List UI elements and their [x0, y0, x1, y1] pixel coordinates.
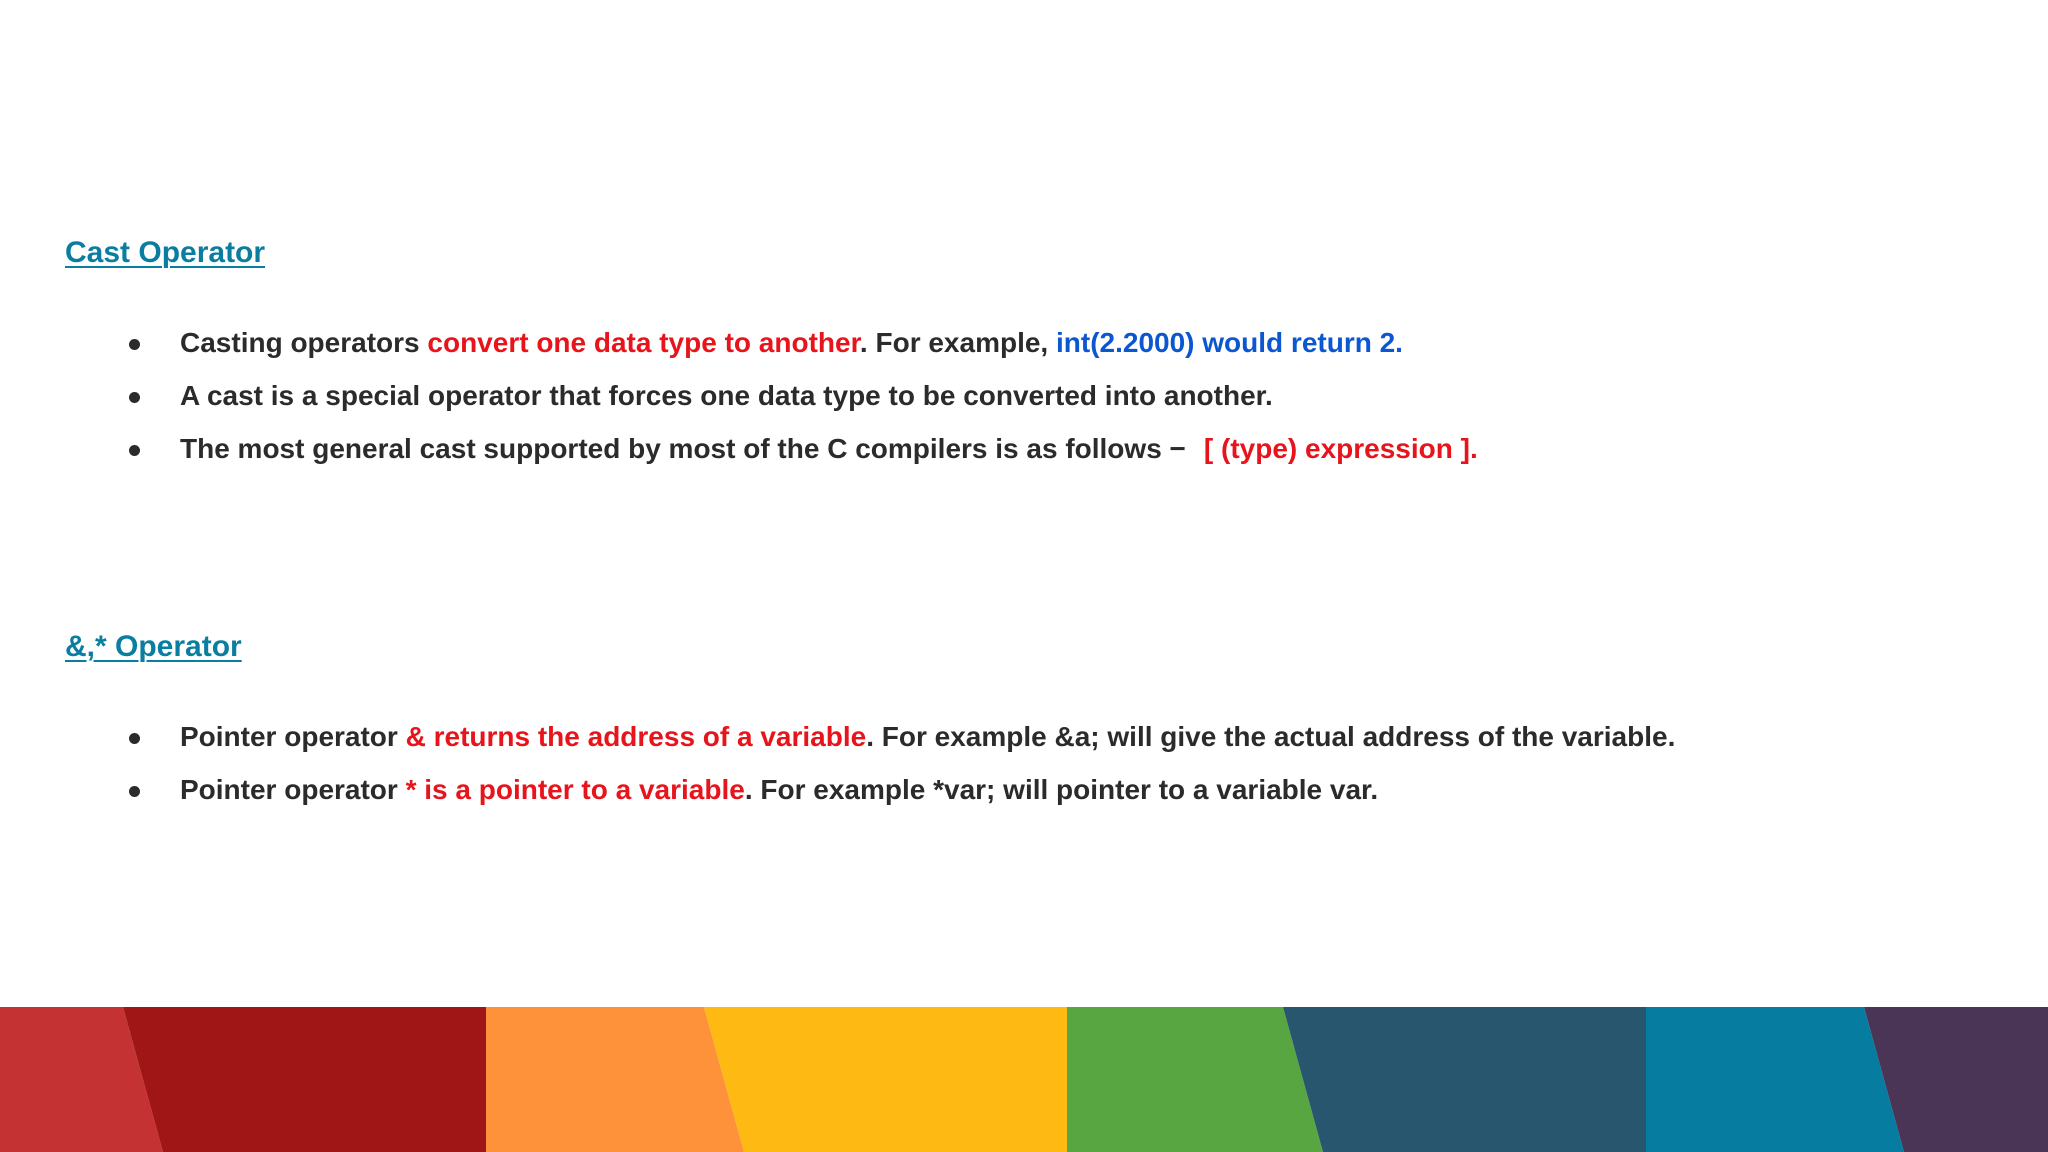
bullet-dot-icon [129, 786, 140, 797]
bullet-text-highlight-red: convert one data type to another [427, 327, 860, 358]
bullet-text-highlight-blue: int(2.2000) would return 2. [1056, 327, 1403, 358]
bullet-text-highlight-red: * is a pointer to a variable [405, 774, 745, 805]
bullet-text-highlight-red: & returns the address of a variable [405, 721, 867, 752]
bullet-text-plain: . For example, [859, 327, 1056, 358]
bullet-text-plain: . For example *var; will pointer to a variable var. [744, 774, 1379, 805]
bullet-dot-icon [129, 339, 140, 350]
bullet-dot-icon [129, 392, 140, 403]
bullet-text-highlight-red: [ (type) expression ]. [1203, 433, 1478, 464]
bullet-text [180, 377, 1273, 415]
band-stripe-yellow [704, 1007, 1067, 1152]
band-stripe-slate [1283, 1007, 1646, 1152]
pointer-operator-heading: &,* Operator [65, 630, 242, 663]
bullet-text-plain: Casting operators [180, 327, 428, 358]
bullet-text-plain: The most general cast supported by most of the C compilers is as follows − [180, 433, 1186, 464]
band-stripe-orange [486, 1007, 744, 1152]
bullet-text [180, 430, 1478, 468]
bullet-text [180, 771, 1378, 809]
bullet-text-plain: A cast is a special operator that forces one data type to be converted into another. [180, 380, 1273, 411]
cast-operator-heading: Cast Operator [65, 236, 266, 269]
bullet-text-plain: . For example &a; will give the actual address of the variable. [866, 721, 1676, 752]
bullet-dot-icon [129, 445, 140, 456]
band-stripe-dark-red [123, 1007, 486, 1152]
bullet-text-plain: Pointer operator [180, 721, 406, 752]
bullet-text-plain: Pointer operator [180, 774, 406, 805]
bullet-dot-icon [129, 733, 140, 744]
bullet-text [180, 718, 1675, 756]
band-stripe-teal [1646, 1007, 1904, 1152]
bullet-text [180, 324, 1403, 362]
decorative-color-band [0, 1007, 2048, 1152]
band-stripe-green [1067, 1007, 1323, 1152]
